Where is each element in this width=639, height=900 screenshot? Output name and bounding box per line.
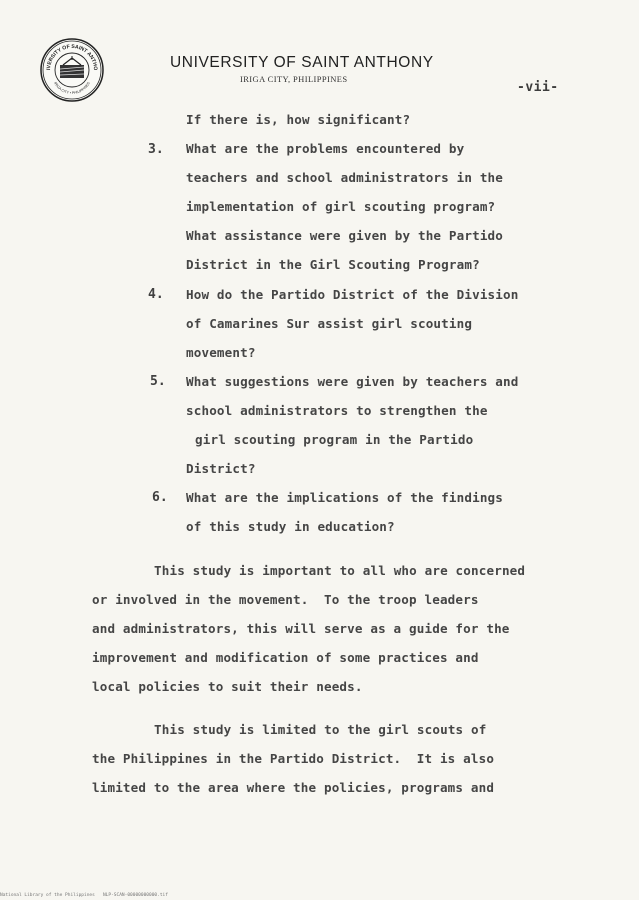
body-line: What are the problems encountered by xyxy=(186,141,465,156)
body-line: This study is limited to the girl scouts of xyxy=(154,722,487,737)
header-title: UNIVERSITY OF SAINT ANTHONY xyxy=(170,54,434,71)
body-line: improvement and modification of some practices and xyxy=(92,650,479,665)
body-line: teachers and school administrators in the xyxy=(186,170,504,185)
body-line: movement? xyxy=(186,345,256,360)
body-line: of Camarines Sur assist girl scouting xyxy=(186,316,473,331)
body-line: If there is, how significant? xyxy=(186,112,411,127)
university-seal xyxy=(40,38,104,102)
body-line: implementation of girl scouting program? xyxy=(186,199,496,214)
item-number-4: 4. xyxy=(148,287,164,302)
body-line: or involved in the movement. To the troop leaders xyxy=(92,592,479,607)
body-line: the Philippines in the Partido District. It is also xyxy=(92,751,495,766)
body-line: What suggestions were given by teachers and xyxy=(186,374,519,389)
body-line: girl scouting program in the Partido xyxy=(195,432,474,447)
body-line: and administrators, this will serve as a guide for the xyxy=(92,621,510,636)
body-line: school administrators to strengthen the xyxy=(186,403,488,418)
body-line: This study is important to all who are concerned xyxy=(154,563,526,578)
item-number-3: 3. xyxy=(148,142,164,157)
page-number: -vii- xyxy=(517,80,559,95)
body-line: District? xyxy=(186,461,256,476)
body-line: local policies to suit their needs. xyxy=(92,679,363,694)
body-line: What assistance were given by the Partido xyxy=(186,228,504,243)
seal-bottom-text: IRIGA CITY • PHILIPPINES xyxy=(53,81,91,96)
item-number-6: 6. xyxy=(152,490,168,505)
item-number-5: 5. xyxy=(150,374,166,389)
seal-top-text: IVERSITY OF SAINT ANTHO xyxy=(45,43,99,71)
footer-scan-label: National Library of the Philippines NLP-SCAN-00000000000.tif xyxy=(0,893,168,898)
header-subtitle: IRIGA CITY, PHILIPPINES xyxy=(240,74,348,84)
body-line: How do the Partido District of the Division xyxy=(186,287,519,302)
body-line: District in the Girl Scouting Program? xyxy=(186,257,480,272)
body-line: of this study in education? xyxy=(186,519,395,534)
body-line: What are the implications of the findings xyxy=(186,490,504,505)
body-line: limited to the area where the policies, programs and xyxy=(92,780,495,795)
